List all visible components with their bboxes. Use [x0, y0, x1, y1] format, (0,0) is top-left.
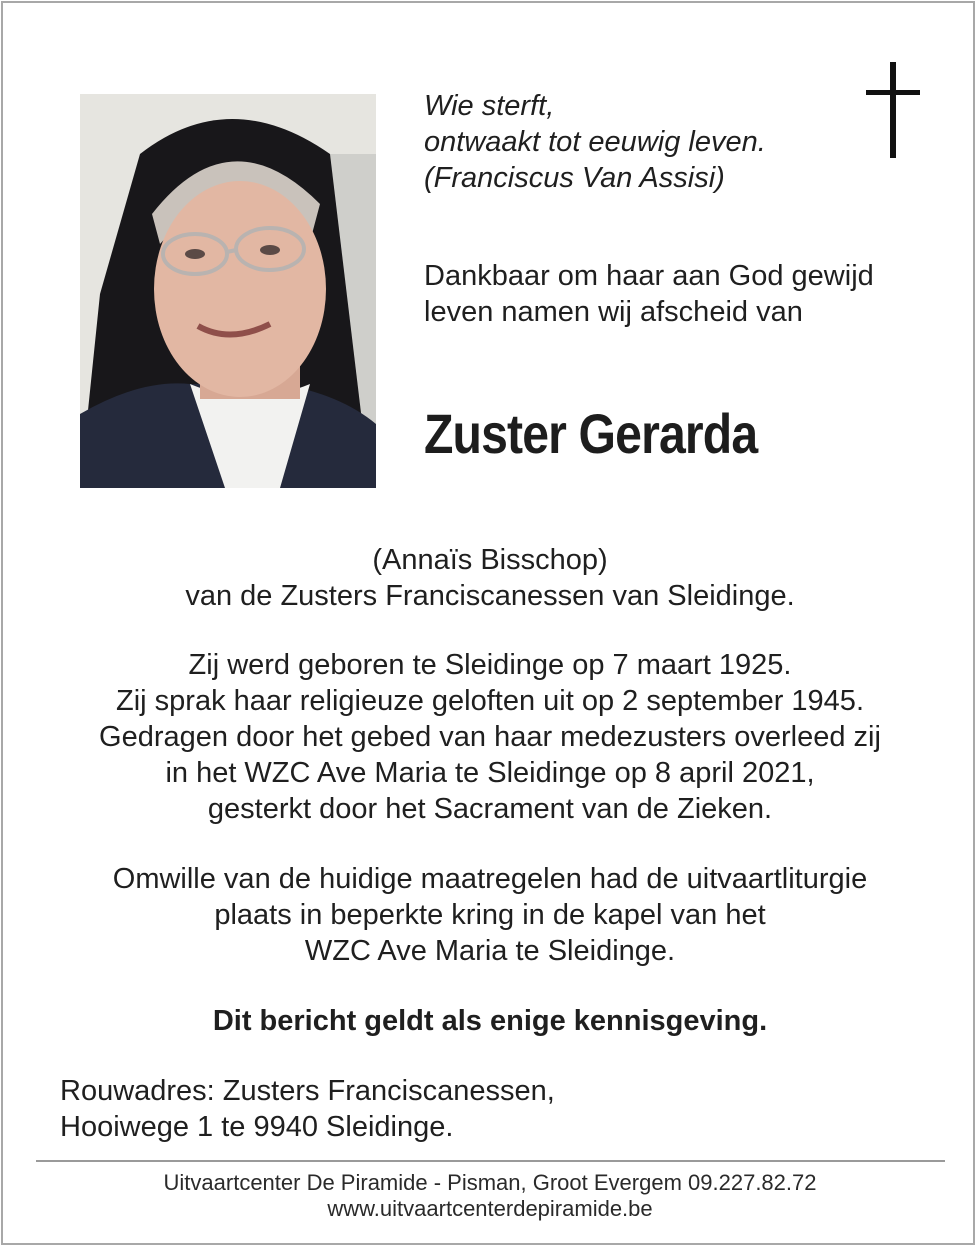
- funeral-line: plaats in beperkte kring in de kapel van het: [214, 899, 766, 931]
- life-line: Gedragen door het gebed van haar medezusters overleed zij: [99, 721, 881, 753]
- funeral-home-website[interactable]: www.uitvaartcenterdepiramide.be: [327, 1196, 653, 1221]
- footer-divider: [36, 1160, 945, 1162]
- notice-line: Dit bericht geldt als enige kennisgeving.: [212, 1005, 768, 1037]
- intro-text: [424, 258, 944, 330]
- address-line: Hooiwege 1 te 9940 Sleidinge.: [60, 1111, 454, 1143]
- intro-line: leven namen wij afscheid van: [424, 296, 803, 328]
- footer: [40, 1170, 940, 1222]
- birth-name: (Annaïs Bisschop): [372, 544, 608, 576]
- address-line: Rouwadres: Zusters Franciscanessen,: [60, 1075, 555, 1107]
- mourning-address: [60, 1073, 760, 1145]
- quote-attribution: (Franciscus Van Assisi): [424, 162, 725, 194]
- intro-line: Dankbaar om haar aan God gewijd: [424, 260, 874, 292]
- identity-block: [40, 542, 940, 614]
- life-line: in het WZC Ave Maria te Sleidinge op 8 april 2021,: [165, 757, 815, 789]
- life-line: Zij werd geboren te Sleidinge op 7 maart 1925.: [188, 649, 792, 681]
- deceased-name: Zuster Gerarda: [424, 402, 758, 465]
- funeral-details: [40, 861, 940, 969]
- notice-statement: [40, 1003, 940, 1039]
- congregation: van de Zusters Franciscanessen van Sleidinge.: [185, 580, 795, 612]
- latin-cross-icon: [864, 62, 922, 160]
- quote: [424, 88, 854, 196]
- funeral-line: WZC Ave Maria te Sleidinge.: [304, 935, 676, 967]
- funeral-home-contact: Uitvaartcenter De Piramide - Pisman, Groot Evergem 09.227.82.72: [163, 1170, 817, 1195]
- life-line: Zij sprak haar religieuze geloften uit op 2 september 1945.: [116, 685, 864, 717]
- life-details: [40, 647, 940, 827]
- portrait-photo: [80, 94, 376, 488]
- funeral-line: Omwille van de huidige maatregelen had de uitvaartliturgie: [112, 863, 868, 895]
- quote-line: Wie sterft,: [424, 90, 555, 122]
- life-line: gesterkt door het Sacrament van de Zieken.: [207, 793, 773, 825]
- quote-line: ontwaakt tot eeuwig leven.: [424, 126, 766, 158]
